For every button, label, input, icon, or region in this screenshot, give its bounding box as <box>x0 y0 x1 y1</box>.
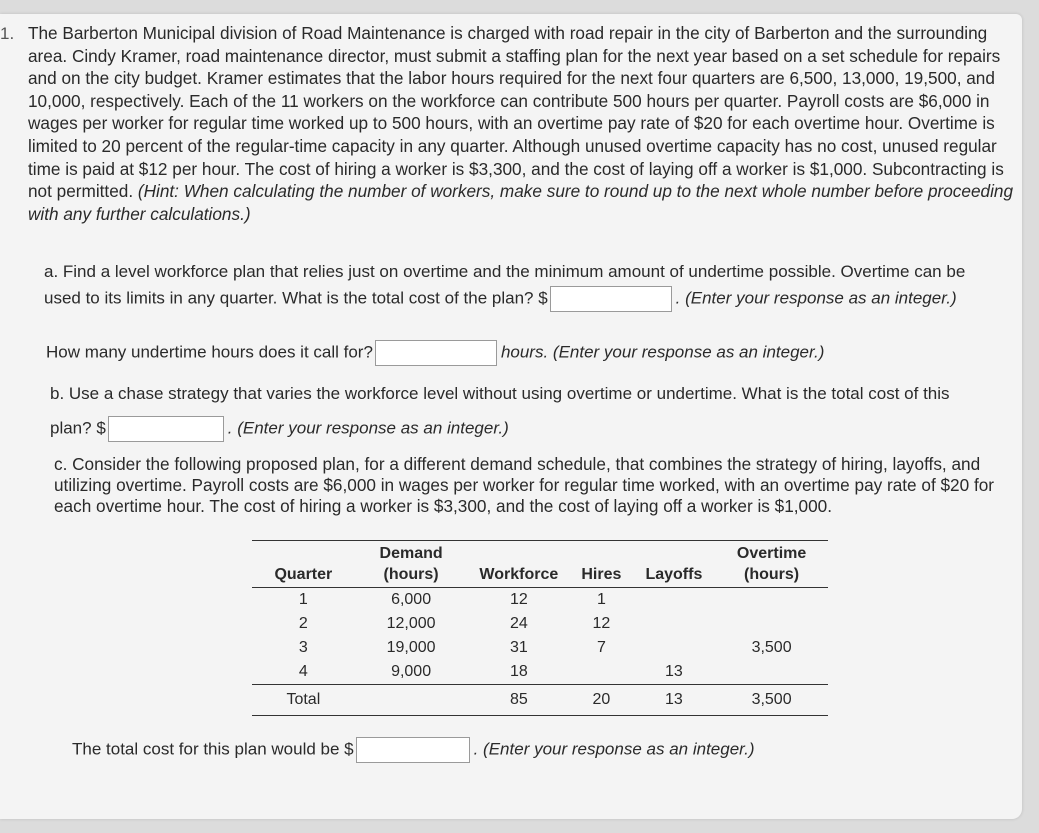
cell-quarter: 4 <box>298 663 308 680</box>
table-total-row <box>252 685 828 716</box>
total-demand <box>355 685 468 716</box>
header-demand <box>355 541 468 588</box>
cell-workforce: 18 <box>509 663 528 680</box>
problem-statement <box>28 22 1018 225</box>
cell-quarter: 3 <box>298 639 308 656</box>
total-label: Total <box>286 691 321 708</box>
cell-layoffs <box>633 636 716 660</box>
total-hires: 20 <box>592 691 611 708</box>
part-c-final-line <box>72 737 755 763</box>
total-workforce: 85 <box>509 691 528 708</box>
part-a-undertime-hint: hours. (Enter your response as an integer.) <box>500 342 825 362</box>
cell-overtime <box>715 612 828 636</box>
part-c-cost-hint: . (Enter your response as an integer.) <box>473 739 755 759</box>
cell-demand: 12,000 <box>386 615 436 632</box>
part-a-line2 <box>44 286 957 312</box>
header-overtime <box>715 541 828 588</box>
problem-text: The Barberton Municipal division of Road Maintenance is charged with road repair in the city of Barberton and the surrounding area. Cindy Kramer, road maintenance director, must submit a staffing plan for the next year based on a set schedule for repairs and on the city budget. Kramer estimates that the labor hours required for the next four quarters are 6,500, 13,000, 19,500, and 10,000, respectively. Each of the 11 workers on the workforce can contribute 500 hours per quarter. Payroll costs are $6,000 in wages per worker for regular time worked up to 500 hours, with an overtime pay rate of $20 for each overtime hour. Overtime is limited to 20 percent of the regular-time capacity in any quarter. Although unused overtime capacity has no cost, unused regular time is paid at $12 per hour. The cost of hiring a worker is $3,300, and the cost of laying off a worker is $1,000. Subcontracting is not permitted. <box>28 23 1004 202</box>
part-b-total-cost-input[interactable] <box>108 416 224 442</box>
cell-workforce: 12 <box>509 591 528 608</box>
total-overtime: 3,500 <box>751 691 792 708</box>
part-a-cost-prompt: used to its limits in any quarter. What is the total cost of the plan? $ <box>44 288 548 308</box>
part-b-line2 <box>50 416 509 442</box>
cell-hires <box>570 660 632 685</box>
table-row <box>252 588 828 613</box>
part-c-cost-prompt: The total cost for this plan would be $ <box>72 739 354 759</box>
question-number: 1. <box>0 24 15 43</box>
cell-quarter: 1 <box>298 591 308 608</box>
part-a-total-cost-input[interactable] <box>550 286 672 312</box>
cell-hires: 12 <box>592 615 611 632</box>
total-layoffs: 13 <box>664 691 683 708</box>
header-demand-top: Demand <box>379 545 443 562</box>
cell-workforce: 31 <box>509 639 528 656</box>
part-b-cost-prompt: plan? $ <box>50 418 106 438</box>
part-c-text: c. Consider the following proposed plan, for a different demand schedule, that combines the strategy of hiring, layoffs, and utilizing overtime. Payroll costs are $6,000 in wages per worker for regular time worked, with an overtime pay rate of $20 for each overtime hour. The cost of hiring a worker is $3,300, and the cost of laying off a worker is $1,000. <box>54 454 995 516</box>
part-c-total-cost-input[interactable] <box>356 737 470 763</box>
header-hires: Hires <box>581 566 622 583</box>
part-a-undertime-line <box>46 340 824 366</box>
cell-layoffs: 13 <box>664 663 683 680</box>
part-a-cost-hint: . (Enter your response as an integer.) <box>675 288 957 308</box>
part-b-line1: b. Use a chase strategy that varies the workforce level without using overtime or undertime. What is the total cost of this <box>50 384 950 403</box>
table-row <box>252 660 828 685</box>
staffing-plan-table <box>252 540 828 716</box>
cell-demand: 9,000 <box>391 663 432 680</box>
cell-demand: 6,000 <box>391 591 432 608</box>
cell-hires: 7 <box>596 639 606 656</box>
cell-quarter: 2 <box>298 615 308 632</box>
part-a-undertime-prompt: How many undertime hours does it call for? <box>46 342 373 362</box>
table-row <box>252 636 828 660</box>
header-overtime-bottom: (hours) <box>744 566 800 583</box>
problem-hint: (Hint: When calculating the number of workers, make sure to round up to the next whole number before proceeding with any further calculations.) <box>28 181 1014 224</box>
cell-demand: 19,000 <box>386 639 436 656</box>
cell-workforce: 24 <box>509 615 528 632</box>
header-overtime-top: Overtime <box>736 545 807 562</box>
part-b-cost-hint: . (Enter your response as an integer.) <box>227 418 509 438</box>
part-a-line1: a. Find a level workforce plan that relies just on overtime and the minimum amount of undertime possible. Overtime can be <box>44 262 966 281</box>
header-quarter: Quarter <box>274 566 333 583</box>
header-workforce: Workforce <box>479 566 559 583</box>
table-header-row <box>252 541 828 588</box>
cell-overtime <box>715 588 828 613</box>
header-demand-bottom: (hours) <box>383 566 439 583</box>
cell-overtime <box>715 660 828 685</box>
table-row <box>252 612 828 636</box>
header-layoffs: Layoffs <box>645 566 703 583</box>
cell-overtime: 3,500 <box>751 639 792 656</box>
cell-hires: 1 <box>596 591 606 608</box>
cell-layoffs <box>633 588 716 613</box>
cell-layoffs <box>633 612 716 636</box>
part-a-undertime-input[interactable] <box>375 340 497 366</box>
